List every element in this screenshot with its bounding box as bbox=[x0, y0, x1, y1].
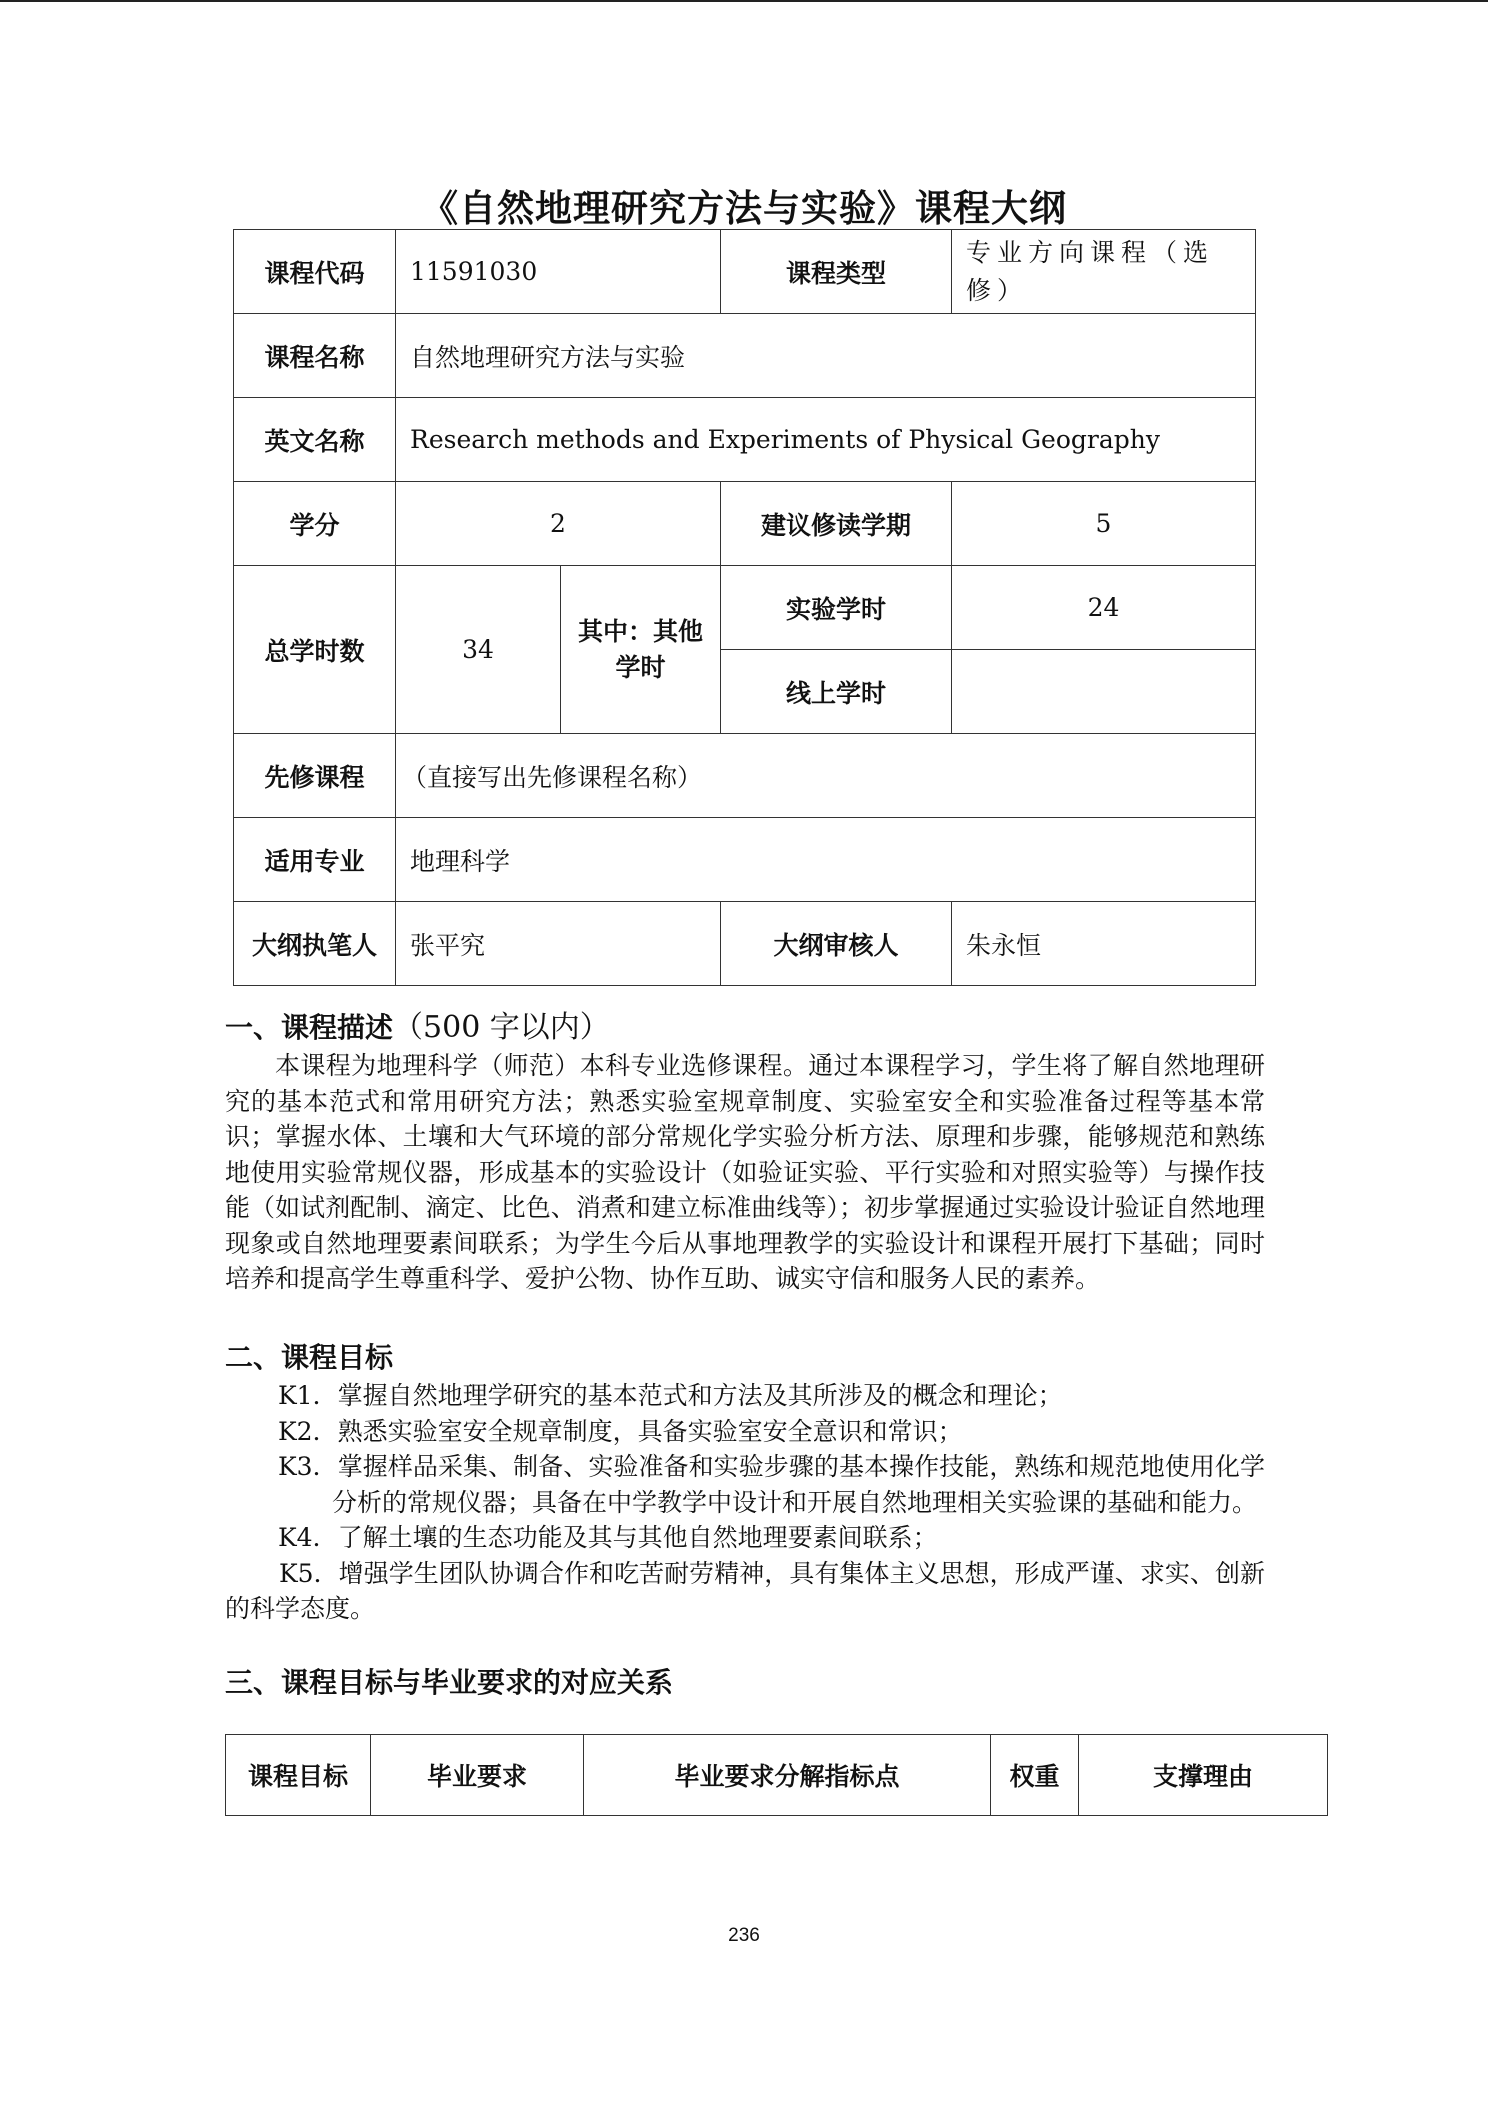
type-value: 专业方向课程（选修） bbox=[952, 230, 1256, 314]
section-goal-mapping bbox=[225, 1663, 1265, 1703]
prereq-label: 先修课程 bbox=[234, 734, 396, 818]
goal-mapping-table bbox=[225, 1734, 1328, 1816]
goal-item: K3．掌握样品采集、制备、实验准备和实验步骤的基本操作技能，熟练和规范地使用化学分析的常规仪器；具备在中学教学中设计和开展自然地理相关实验课的基础和能力。 bbox=[278, 1452, 1265, 1517]
english-name-label: 英文名称 bbox=[234, 398, 396, 482]
credit-value: 2 bbox=[396, 482, 721, 566]
section-course-goals bbox=[225, 1338, 1265, 1627]
table-row bbox=[234, 314, 1256, 398]
table-row bbox=[234, 566, 1256, 650]
other-hours-label: 其中：其他学时 bbox=[561, 566, 721, 734]
total-hours-value: 34 bbox=[396, 566, 561, 734]
page-top-border bbox=[0, 0, 1488, 2]
reviewer-value: 朱永恒 bbox=[952, 902, 1256, 986]
code-value: 11591030 bbox=[396, 230, 721, 314]
code-label: 课程代码 bbox=[234, 230, 396, 314]
major-label: 适用专业 bbox=[234, 818, 396, 902]
reviewer-label: 大纲审核人 bbox=[721, 902, 952, 986]
table-row bbox=[234, 398, 1256, 482]
column-header: 课程目标 bbox=[226, 1735, 371, 1816]
table-row bbox=[234, 230, 1256, 314]
name-value: 自然地理研究方法与实验 bbox=[396, 314, 1256, 398]
author-value: 张平究 bbox=[396, 902, 721, 986]
goal-item: K2．熟悉实验室安全规章制度，具备实验室安全意识和常识； bbox=[278, 1416, 963, 1446]
section-heading bbox=[225, 1008, 1265, 1048]
table-row bbox=[234, 482, 1256, 566]
column-header: 毕业要求分解指标点 bbox=[584, 1735, 991, 1816]
prereq-value: （直接写出先修课程名称） bbox=[396, 734, 1256, 818]
english-name-value: Research methods and Experiments of Physical Geography bbox=[396, 398, 1256, 482]
column-header: 支撑理由 bbox=[1079, 1735, 1328, 1816]
table-header-row bbox=[226, 1735, 1328, 1816]
total-hours-label: 总学时数 bbox=[234, 566, 396, 734]
column-header: 毕业要求 bbox=[371, 1735, 584, 1816]
section-course-description bbox=[225, 1008, 1265, 1297]
major-value: 地理科学 bbox=[396, 818, 1256, 902]
online-hours-label: 线上学时 bbox=[721, 650, 952, 734]
semester-value: 5 bbox=[952, 482, 1256, 566]
page-number: 236 bbox=[728, 1925, 760, 1946]
column-header: 权重 bbox=[991, 1735, 1079, 1816]
lab-hours-value: 24 bbox=[952, 566, 1256, 650]
description-body: 本课程为地理科学（师范）本科专业选修课程。通过本课程学习，学生将了解自然地理研究的基本范式和常用研究方法；熟悉实验室规章制度、实验室安全和实验准备过程等基本常识；掌握水体、土壤和大气环境的部分常规化学实验分析方法、原理和步骤，能够规范和熟练地使用实验常规仪器，形成基本的实验设计（如验证实验、平行实验和对照实验等）与操作技能（如试剂配制、滴定、比色、消煮和建立标准曲线等）；初步掌握通过实验设计验证自然地理现象或自然地理要素间联系；为学生今后从事地理教学的实验设计和课程开展打下基础；同时培养和提高学生尊重科学、爱护公物、协作互助、诚实守信和服务人民的素养。 bbox=[225, 1051, 1265, 1293]
type-label: 课程类型 bbox=[721, 230, 952, 314]
table-row bbox=[234, 818, 1256, 902]
table-row bbox=[234, 734, 1256, 818]
description-heading-note: （500 字以内） bbox=[393, 1010, 610, 1045]
online-hours-value bbox=[952, 650, 1256, 734]
goal-item: K4．了解土壤的生态功能及其与其他自然地理要素间联系； bbox=[278, 1523, 938, 1552]
course-info-table bbox=[233, 229, 1256, 986]
lab-hours-label: 实验学时 bbox=[721, 566, 952, 650]
description-heading: 一、课程描述 bbox=[225, 1011, 394, 1044]
semester-label: 建议修读学期 bbox=[721, 482, 952, 566]
mapping-heading: 三、课程目标与毕业要求的对应关系 bbox=[225, 1666, 674, 1699]
author-label: 大纲执笔人 bbox=[234, 902, 396, 986]
goal-item: K1．掌握自然地理学研究的基本范式和方法及其所涉及的概念和理论； bbox=[278, 1381, 1063, 1410]
credit-label: 学分 bbox=[234, 482, 396, 566]
goals-heading: 二、课程目标 bbox=[225, 1341, 394, 1374]
name-label: 课程名称 bbox=[234, 314, 396, 398]
page-title: 《自然地理研究方法与实验》课程大纲 bbox=[421, 187, 1067, 230]
table-row bbox=[234, 902, 1256, 986]
goal-item: K5．增强学生团队协调合作和吃苦耐劳精神，具有集体主义思想，形成严谨、求实、创新的科学态度。 bbox=[225, 1558, 1265, 1623]
